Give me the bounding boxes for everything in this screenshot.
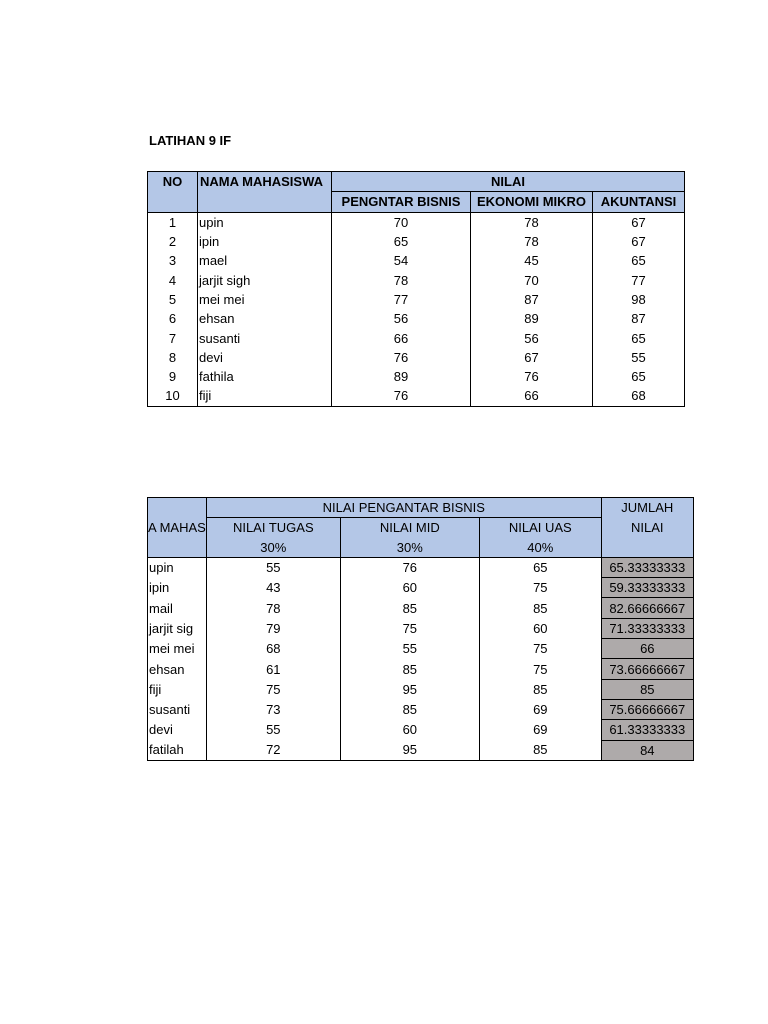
- table-row: [148, 598, 694, 618]
- score-nilai-tugas: 43: [206, 578, 340, 598]
- score-nilai-uas: 60: [479, 618, 601, 638]
- score-ekonomi-mikro: 78: [471, 212, 593, 232]
- table-row: [148, 557, 694, 577]
- student-name: ipin: [148, 578, 207, 598]
- score-pengantar-bisnis: 89: [332, 367, 471, 386]
- table-row: [148, 679, 694, 699]
- score-akuntansi: 98: [593, 290, 685, 309]
- score-nilai-uas: 85: [479, 598, 601, 618]
- header-mid-weight: 30%: [340, 538, 479, 558]
- header-nama-mahasiswa: NAMA MAHASISWA: [198, 172, 332, 213]
- score-nilai-mid: 85: [340, 598, 479, 618]
- score-nilai-uas: 75: [479, 659, 601, 679]
- score-jumlah-nilai: 84: [601, 740, 693, 760]
- table-row: [148, 212, 685, 232]
- student-name: jarjit sigh: [198, 270, 332, 289]
- score-jumlah-nilai: 59.33333333: [601, 578, 693, 598]
- table-row: [148, 720, 694, 740]
- score-pengantar-bisnis: 77: [332, 290, 471, 309]
- score-nilai-tugas: 73: [206, 699, 340, 719]
- header-nilai-uas: NILAI UAS: [479, 518, 601, 538]
- score-nilai-mid: 85: [340, 699, 479, 719]
- student-name: susanti: [148, 699, 207, 719]
- grades-table: [147, 171, 685, 407]
- score-ekonomi-mikro: 66: [471, 386, 593, 406]
- row-number: 5: [148, 290, 198, 309]
- student-name: mei mei: [148, 639, 207, 659]
- header-empty-2: [148, 538, 207, 558]
- score-akuntansi: 65: [593, 328, 685, 347]
- student-name: mei mei: [198, 290, 332, 309]
- student-name: fathila: [198, 367, 332, 386]
- header-nama-mahasiswa-clipped: A MAHAS: [148, 518, 207, 538]
- row-number: 9: [148, 367, 198, 386]
- score-pengantar-bisnis: 78: [332, 270, 471, 289]
- score-ekonomi-mikro: 67: [471, 348, 593, 367]
- header-nilai-tugas: NILAI TUGAS: [206, 518, 340, 538]
- score-nilai-uas: 75: [479, 639, 601, 659]
- score-akuntansi: 67: [593, 212, 685, 232]
- table-row: [148, 578, 694, 598]
- table-row: [148, 328, 685, 347]
- score-pengantar-bisnis: 66: [332, 328, 471, 347]
- score-nilai-mid: 95: [340, 679, 479, 699]
- score-pengantar-bisnis: 70: [332, 212, 471, 232]
- table-row: [148, 290, 685, 309]
- score-nilai-uas: 85: [479, 740, 601, 760]
- student-name: upin: [198, 212, 332, 232]
- score-ekonomi-mikro: 70: [471, 270, 593, 289]
- header-empty-3: [601, 538, 693, 558]
- table-row: [148, 618, 694, 638]
- score-akuntansi: 77: [593, 270, 685, 289]
- score-nilai-tugas: 72: [206, 740, 340, 760]
- score-pengantar-bisnis: 76: [332, 348, 471, 367]
- score-akuntansi: 68: [593, 386, 685, 406]
- table-row: [148, 232, 685, 251]
- score-jumlah-nilai: 71.33333333: [601, 618, 693, 638]
- header-nilai-pengantar-bisnis: NILAI PENGANTAR BISNIS: [206, 498, 601, 518]
- score-ekonomi-mikro: 89: [471, 309, 593, 328]
- score-nilai-tugas: 79: [206, 618, 340, 638]
- table-row: [148, 367, 685, 386]
- student-name: devi: [148, 720, 207, 740]
- row-number: 1: [148, 212, 198, 232]
- student-name: upin: [148, 557, 207, 577]
- score-jumlah-nilai: 75.66666667: [601, 699, 693, 719]
- score-jumlah-nilai: 61.33333333: [601, 720, 693, 740]
- table-row: [148, 639, 694, 659]
- score-nilai-mid: 75: [340, 618, 479, 638]
- score-nilai-tugas: 61: [206, 659, 340, 679]
- header-tugas-weight: 30%: [206, 538, 340, 558]
- score-pengantar-bisnis: 56: [332, 309, 471, 328]
- score-jumlah-nilai: 85: [601, 679, 693, 699]
- table-row: [148, 270, 685, 289]
- header-jumlah-nilai: NILAI: [601, 518, 693, 538]
- header-pengantar-bisnis: PENGNTAR BISNIS: [332, 192, 471, 212]
- score-nilai-uas: 75: [479, 578, 601, 598]
- score-nilai-tugas: 68: [206, 639, 340, 659]
- row-number: 6: [148, 309, 198, 328]
- score-ekonomi-mikro: 56: [471, 328, 593, 347]
- table-row: [148, 309, 685, 328]
- score-ekonomi-mikro: 76: [471, 367, 593, 386]
- score-jumlah-nilai: 82.66666667: [601, 598, 693, 618]
- header-no: NO: [148, 172, 198, 213]
- student-name: ipin: [198, 232, 332, 251]
- student-name: ehsan: [198, 309, 332, 328]
- table-row: [148, 659, 694, 679]
- student-name: fiji: [198, 386, 332, 406]
- student-name: fatilah: [148, 740, 207, 760]
- header-jumlah: JUMLAH: [601, 498, 693, 518]
- student-name: devi: [198, 348, 332, 367]
- header-nilai-mid: NILAI MID: [340, 518, 479, 538]
- score-ekonomi-mikro: 87: [471, 290, 593, 309]
- score-nilai-mid: 95: [340, 740, 479, 760]
- student-name: susanti: [198, 328, 332, 347]
- score-nilai-uas: 69: [479, 699, 601, 719]
- score-jumlah-nilai: 73.66666667: [601, 659, 693, 679]
- row-number: 10: [148, 386, 198, 406]
- row-number: 7: [148, 328, 198, 347]
- page-title: LATIHAN 9 IF: [149, 133, 232, 148]
- student-name: mael: [198, 251, 332, 270]
- table-row: [148, 740, 694, 760]
- score-pengantar-bisnis: 54: [332, 251, 471, 270]
- score-nilai-uas: 85: [479, 679, 601, 699]
- student-name: fiji: [148, 679, 207, 699]
- score-nilai-mid: 76: [340, 557, 479, 577]
- table-row: [148, 386, 685, 406]
- score-jumlah-nilai: 66: [601, 639, 693, 659]
- score-nilai-mid: 60: [340, 578, 479, 598]
- score-nilai-mid: 60: [340, 720, 479, 740]
- score-ekonomi-mikro: 78: [471, 232, 593, 251]
- score-akuntansi: 87: [593, 309, 685, 328]
- score-nilai-tugas: 75: [206, 679, 340, 699]
- score-akuntansi: 65: [593, 251, 685, 270]
- row-number: 8: [148, 348, 198, 367]
- score-nilai-tugas: 55: [206, 720, 340, 740]
- score-akuntansi: 67: [593, 232, 685, 251]
- student-name: mail: [148, 598, 207, 618]
- table-row: [148, 348, 685, 367]
- row-number: 3: [148, 251, 198, 270]
- score-nilai-mid: 85: [340, 659, 479, 679]
- score-pengantar-bisnis: 76: [332, 386, 471, 406]
- table-row: [148, 699, 694, 719]
- score-ekonomi-mikro: 45: [471, 251, 593, 270]
- score-pengantar-bisnis: 65: [332, 232, 471, 251]
- score-akuntansi: 55: [593, 348, 685, 367]
- header-akuntansi: AKUNTANSI: [593, 192, 685, 212]
- score-nilai-uas: 69: [479, 720, 601, 740]
- header-empty: [148, 498, 207, 518]
- student-name: jarjit sig: [148, 618, 207, 638]
- pengantar-bisnis-table: [147, 497, 694, 761]
- header-uas-weight: 40%: [479, 538, 601, 558]
- score-nilai-tugas: 78: [206, 598, 340, 618]
- row-number: 2: [148, 232, 198, 251]
- score-jumlah-nilai: 65.33333333: [601, 557, 693, 577]
- header-ekonomi-mikro: EKONOMI MIKRO: [471, 192, 593, 212]
- score-nilai-uas: 65: [479, 557, 601, 577]
- student-name: ehsan: [148, 659, 207, 679]
- header-nilai: NILAI: [332, 172, 685, 192]
- table-row: [148, 251, 685, 270]
- score-nilai-mid: 55: [340, 639, 479, 659]
- row-number: 4: [148, 270, 198, 289]
- score-nilai-tugas: 55: [206, 557, 340, 577]
- score-akuntansi: 65: [593, 367, 685, 386]
